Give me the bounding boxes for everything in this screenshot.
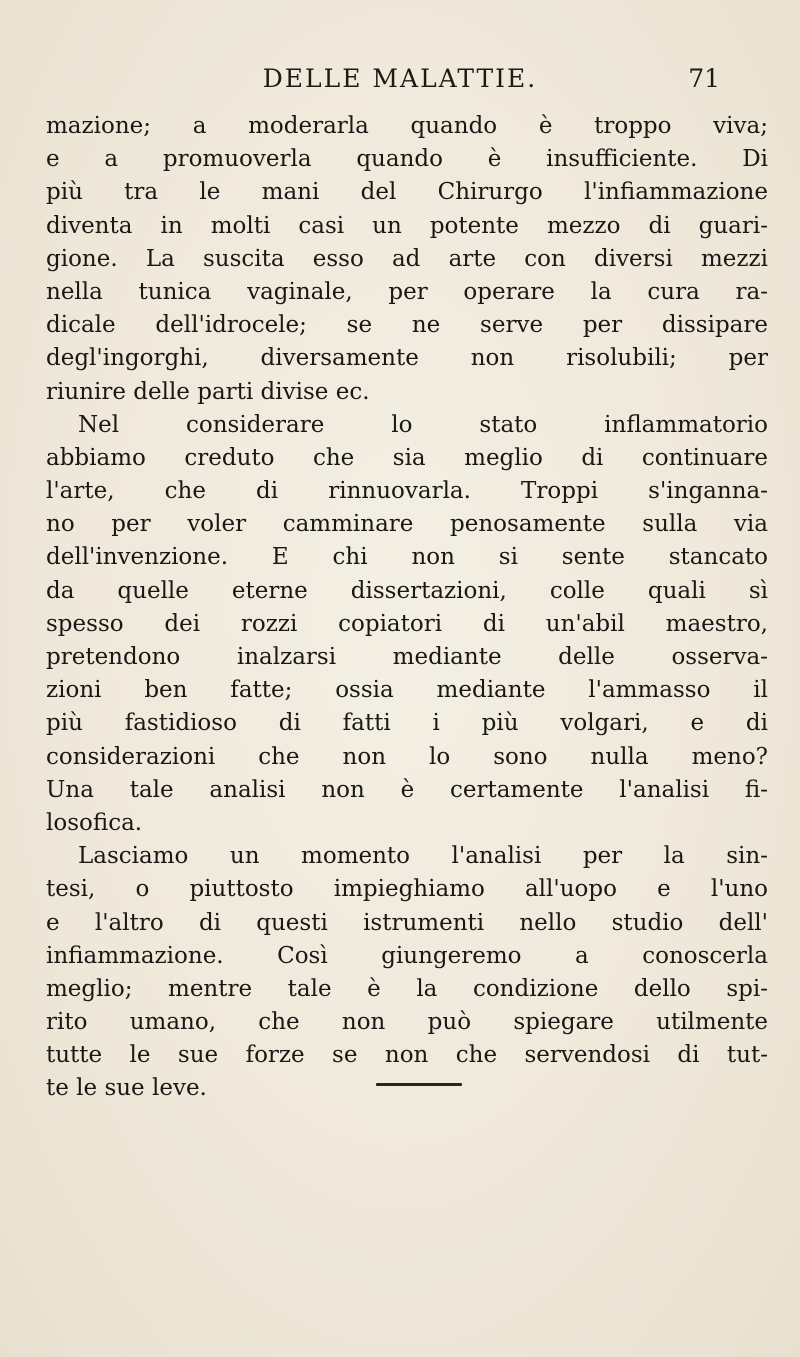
text-line: Lasciamo un momento l'analisi per la sin-: [78, 843, 768, 870]
text-line: riunire delle parti divise ec.: [46, 378, 370, 405]
page-header: [0, 64, 800, 104]
end-rule: [376, 1083, 462, 1086]
text-line: abbiamo creduto che sia meglio di continuare: [46, 444, 768, 471]
text-line: l'arte, che di rinnuovarla. Troppi s'inganna-: [46, 478, 768, 505]
text-line: spesso dei rozzi copiatori di un'abil maestro,: [46, 610, 768, 637]
text-line: più tra le mani del Chirurgo l'infiammazione: [46, 179, 768, 206]
text-line: nella tunica vaginale, per operare la cura ra-: [46, 278, 768, 305]
text-line: dell'invenzione. E chi non si sente stancato: [46, 544, 768, 571]
text-line: tesi, o piuttosto impieghiamo all'uopo e l'uno: [46, 876, 768, 903]
text-line: infiammazione. Così giungeremo a conoscerla: [46, 942, 768, 969]
body-text: [46, 110, 768, 1106]
text-line: più fastidioso di fatti i più volgari, e di: [46, 710, 768, 737]
text-line: degl'ingorghi, diversamente non risolubili; per: [46, 345, 768, 372]
text-line: no per voler camminare penosamente sulla via: [46, 511, 768, 538]
text-line: tutte le sue forze se non che servendosi di tut-: [46, 1042, 768, 1069]
text-line: e a promuoverla quando è insufficiente. Di: [46, 146, 768, 173]
page-number: 71: [688, 64, 720, 93]
text-line: losofica.: [46, 809, 143, 836]
text-line: da quelle eterne dissertazioni, colle quali sì: [46, 577, 768, 604]
running-title: DELLE MALATTIE.: [262, 64, 538, 93]
text-line: Una tale analisi non è certamente l'analisi fi-: [46, 776, 768, 803]
text-line: Nel considerare lo stato inflammatorio: [78, 411, 768, 438]
text-line: e l'altro di questi istrumenti nello studio dell': [46, 909, 768, 936]
text-line: rito umano, che non può spiegare utilmente: [46, 1009, 768, 1036]
text-line: meglio; mentre tale è la condizione dello spi-: [46, 975, 768, 1002]
text-line: diventa in molti casi un potente mezzo di guari-: [46, 212, 768, 239]
text-line: considerazioni che non lo sono nulla meno?: [46, 743, 768, 770]
text-line: te le sue leve.: [46, 1075, 207, 1102]
text-line: dicale dell'idrocele; se ne serve per dissipare: [46, 312, 768, 339]
text-line: gione. La suscita esso ad arte con diversi mezzi: [46, 245, 768, 272]
text-line: pretendono inalzarsi mediante delle osserva-: [46, 644, 768, 670]
text-line: mazione; a moderarla quando è troppo viva;: [46, 113, 768, 139]
text-line: zioni ben fatte; ossia mediante l'ammasso il: [46, 677, 768, 704]
